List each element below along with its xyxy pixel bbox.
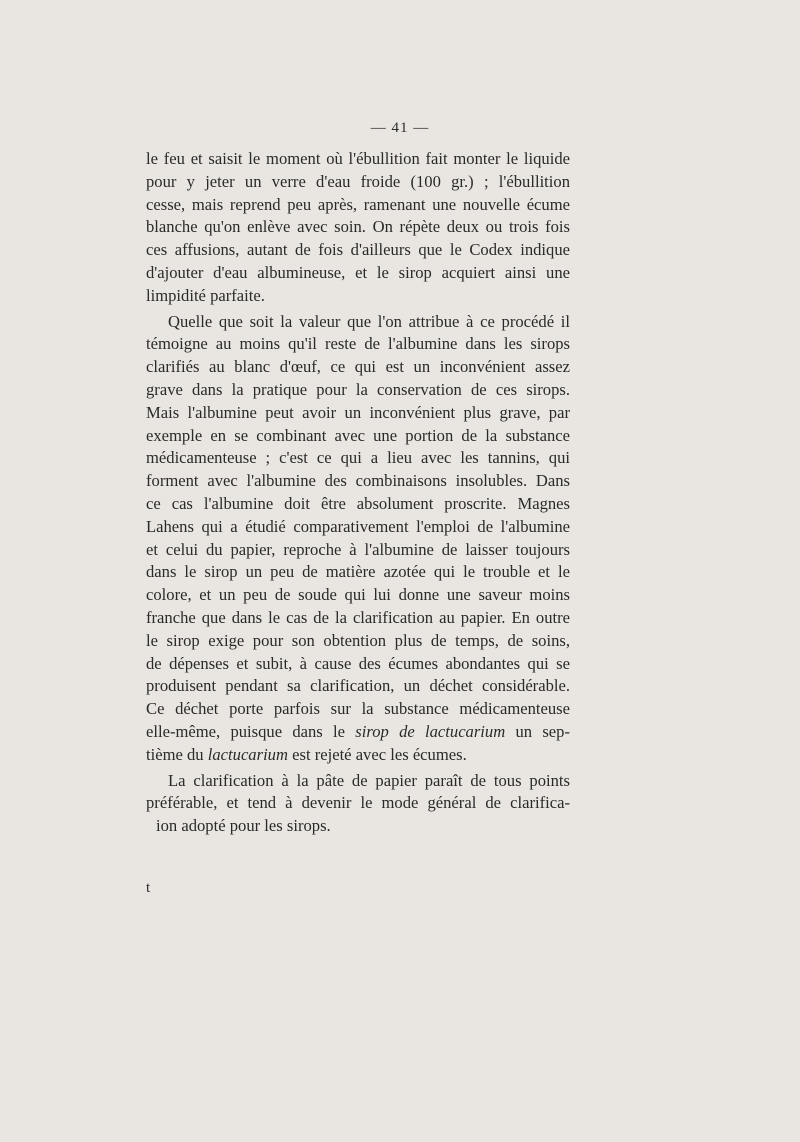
- text-line: limpidité parfaite.: [146, 285, 265, 305]
- text-line: le feu et saisit le moment où l'ébullition fait monter le liquide: [146, 149, 570, 168]
- text-line: d'ajouter d'eau albumineuse, et le sirop acquiert ainsi une: [146, 262, 570, 282]
- text-run: est rejeté avec les écumes.: [292, 744, 467, 764]
- text-line-italic-mixed: [146, 721, 570, 744]
- text-line: et celui du papier, reproche à l'albumine de laisser toujours: [146, 539, 570, 559]
- text-run: tième du: [146, 744, 204, 764]
- text-line: de dépenses et subit, à cause des écumes abondantes qui se: [146, 653, 570, 673]
- text-line: La clarification à la pâte de papier paraît de tous points: [168, 770, 570, 790]
- paragraph-3: [146, 770, 570, 838]
- text-line: Ce déchet porte parfois sur la substance médicamenteuse: [146, 699, 570, 719]
- text-run: elle-même, puisque dans le: [146, 721, 346, 741]
- text-line: pour y jeter un verre d'eau froide (100 gr.) ; l'ébullition: [146, 171, 570, 191]
- italic-term: lactucarium: [207, 744, 288, 764]
- text-line: le sirop exige pour son obtention plus de temps, de soins,: [146, 630, 570, 650]
- text-line: Quelle que soit la valeur que l'on attribue à ce procédé il: [168, 311, 570, 331]
- text-line: médicamenteuse ; c'est ce qui a lieu avec les tannins, qui: [146, 448, 570, 468]
- stray-letter: t: [146, 880, 151, 896]
- text-line: Lahens qui a étudié comparativement l'emploi de l'albumine: [146, 516, 570, 536]
- text-line: ce cas l'albumine doit être absolument proscrite. Magnes: [146, 493, 570, 513]
- body-text: [146, 148, 570, 838]
- text-line: Mais l'albumine peut avoir un inconvénient plus grave, par: [146, 402, 570, 422]
- text-line: grave dans la pratique pour la conservation de ces sirops.: [146, 379, 570, 399]
- text-line: franche que dans le cas de la clarification au papier. En outre: [146, 607, 570, 627]
- paragraph-1: [146, 148, 570, 308]
- text-line-italic-mixed: [146, 744, 570, 767]
- page-number: — 41 —: [370, 120, 430, 136]
- italic-term: sirop de lactucarium: [355, 721, 506, 741]
- text-line: préférable, et tend à devenir le mode général de clarifica-: [146, 793, 570, 813]
- text-line: clarifiés au blanc d'œuf, ce qui est un inconvénient assez: [146, 357, 570, 377]
- text-line: dans le sirop un peu de matière azotée qui le trouble et le: [146, 562, 570, 582]
- paragraph-2: [146, 311, 570, 767]
- text-line: ion adopté pour les sirops.: [156, 816, 331, 836]
- text-line: produisent pendant sa clarification, un déchet considérable.: [146, 676, 570, 696]
- text-line: colore, et un peu de soude qui lui donne une saveur moins: [146, 585, 570, 605]
- text-line: cesse, mais reprend peu après, ramenant une nouvelle écume: [146, 194, 570, 214]
- text-line: exemple en se combinant avec une portion de la substance: [146, 425, 570, 445]
- text-line: ces affusions, autant de fois d'ailleurs que le Codex indique: [146, 240, 570, 260]
- text-run: un sep-: [515, 721, 570, 741]
- text-line: témoigne au moins qu'il reste de l'albumine dans les sirops: [146, 334, 570, 354]
- text-line: forment avec l'albumine des combinaisons insolubles. Dans: [146, 471, 570, 491]
- text-line: blanche qu'on enlève avec soin. On répète deux ou trois fois: [146, 217, 570, 237]
